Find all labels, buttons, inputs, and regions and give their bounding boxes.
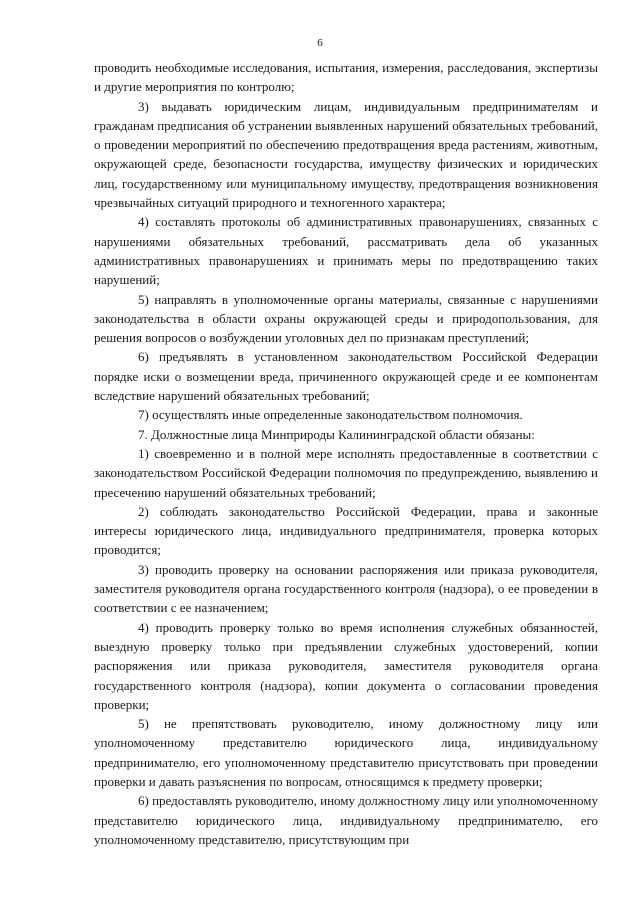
- paragraph-item-6: 6) предъявлять в установленном законодательством Российской Федерации порядке иски о возмещении вреда, причиненного окружающей среде и ее компонентам вследствие нарушений обязательных требований;: [94, 349, 598, 404]
- obligation-item-2: 2) соблюдать законодательство Российской Федерации, права и законные интересы юридического лица, индивидуального предпринимателя, проверка которых проводится;: [94, 503, 598, 558]
- paragraph-item-7: 7) осуществлять иные определенные законодательством полномочия.: [138, 407, 523, 423]
- obligation-item-4: 4) проводить проверку только во время исполнения служебных обязанностей, выездную проверку только при предъявлении служебных удостоверений, копии распоряжения или приказа руководителя, заместителя руководителя органа государственного контроля (надзора), копии документа о согласовании проведения проверки;: [94, 619, 598, 712]
- section-7-heading: 7. Должностные лица Минприроды Калининградской области обязаны:: [138, 426, 535, 442]
- obligation-item-1: 1) своевременно и в полной мере исполнять предоставленные в соответствии с законодательством Российской Федерации полномочия по предупреждению, выявлению и пресечению нарушений обязательных требований;: [94, 445, 598, 500]
- page-number: 6: [317, 37, 323, 49]
- document-body: [94, 58, 598, 849]
- obligation-item-5: 5) не препятствовать руководителю, иному должностному лицу или уполномоченному представителю юридического лица, индивидуальному предпринимателю, его уполномоченному представителю присутствовать при проведении проверки и давать разъяснения по вопросам, относящимся к предмету проверки;: [94, 716, 598, 789]
- obligation-item-6: 6) предоставлять руководителю, иному должностному лицу или уполномоченному представителю юридического лица, индивидуальному предпринимателю, его уполномоченному представителю, присутствующим при: [94, 793, 598, 847]
- paragraph-item-3: 3) выдавать юридическим лицам, индивидуальным предпринимателям и гражданам предписания об устранении выявленных нарушений обязательных требований, о проведении мероприятий по обеспечению предотвращения вреда растениям, животным, окружающей среде, безопасности государства, имуществу физических и юридических лиц, государственному или муниципальному имуществу, предотвращения возникновения чрезвычайных ситуаций природного и техногенного характера;: [94, 98, 598, 211]
- obligation-item-3: 3) проводить проверку на основании распоряжения или приказа руководителя, заместителя руководителя органа государственного контроля (надзора), о ее проведении в соответствии с ее назначением;: [94, 561, 598, 616]
- paragraph-item-4: 4) составлять протоколы об административных правонарушениях, связанных с нарушениями обязательных требований, рассматривать дела об указанных административных правонарушениях и принимать меры по предотвращению таких нарушений;: [94, 214, 598, 288]
- paragraph-item-5: 5) направлять в уполномоченные органы материалы, связанные с нарушениями законодательства в области охраны окружающей среды и природопользования, для решения вопросов о возбуждении уголовных дел по признакам преступлений;: [94, 291, 598, 346]
- paragraph-continuation: проводить необходимые исследования, испытания, измерения, расследования, экспертизы и другие мероприятия по контролю;: [94, 60, 598, 95]
